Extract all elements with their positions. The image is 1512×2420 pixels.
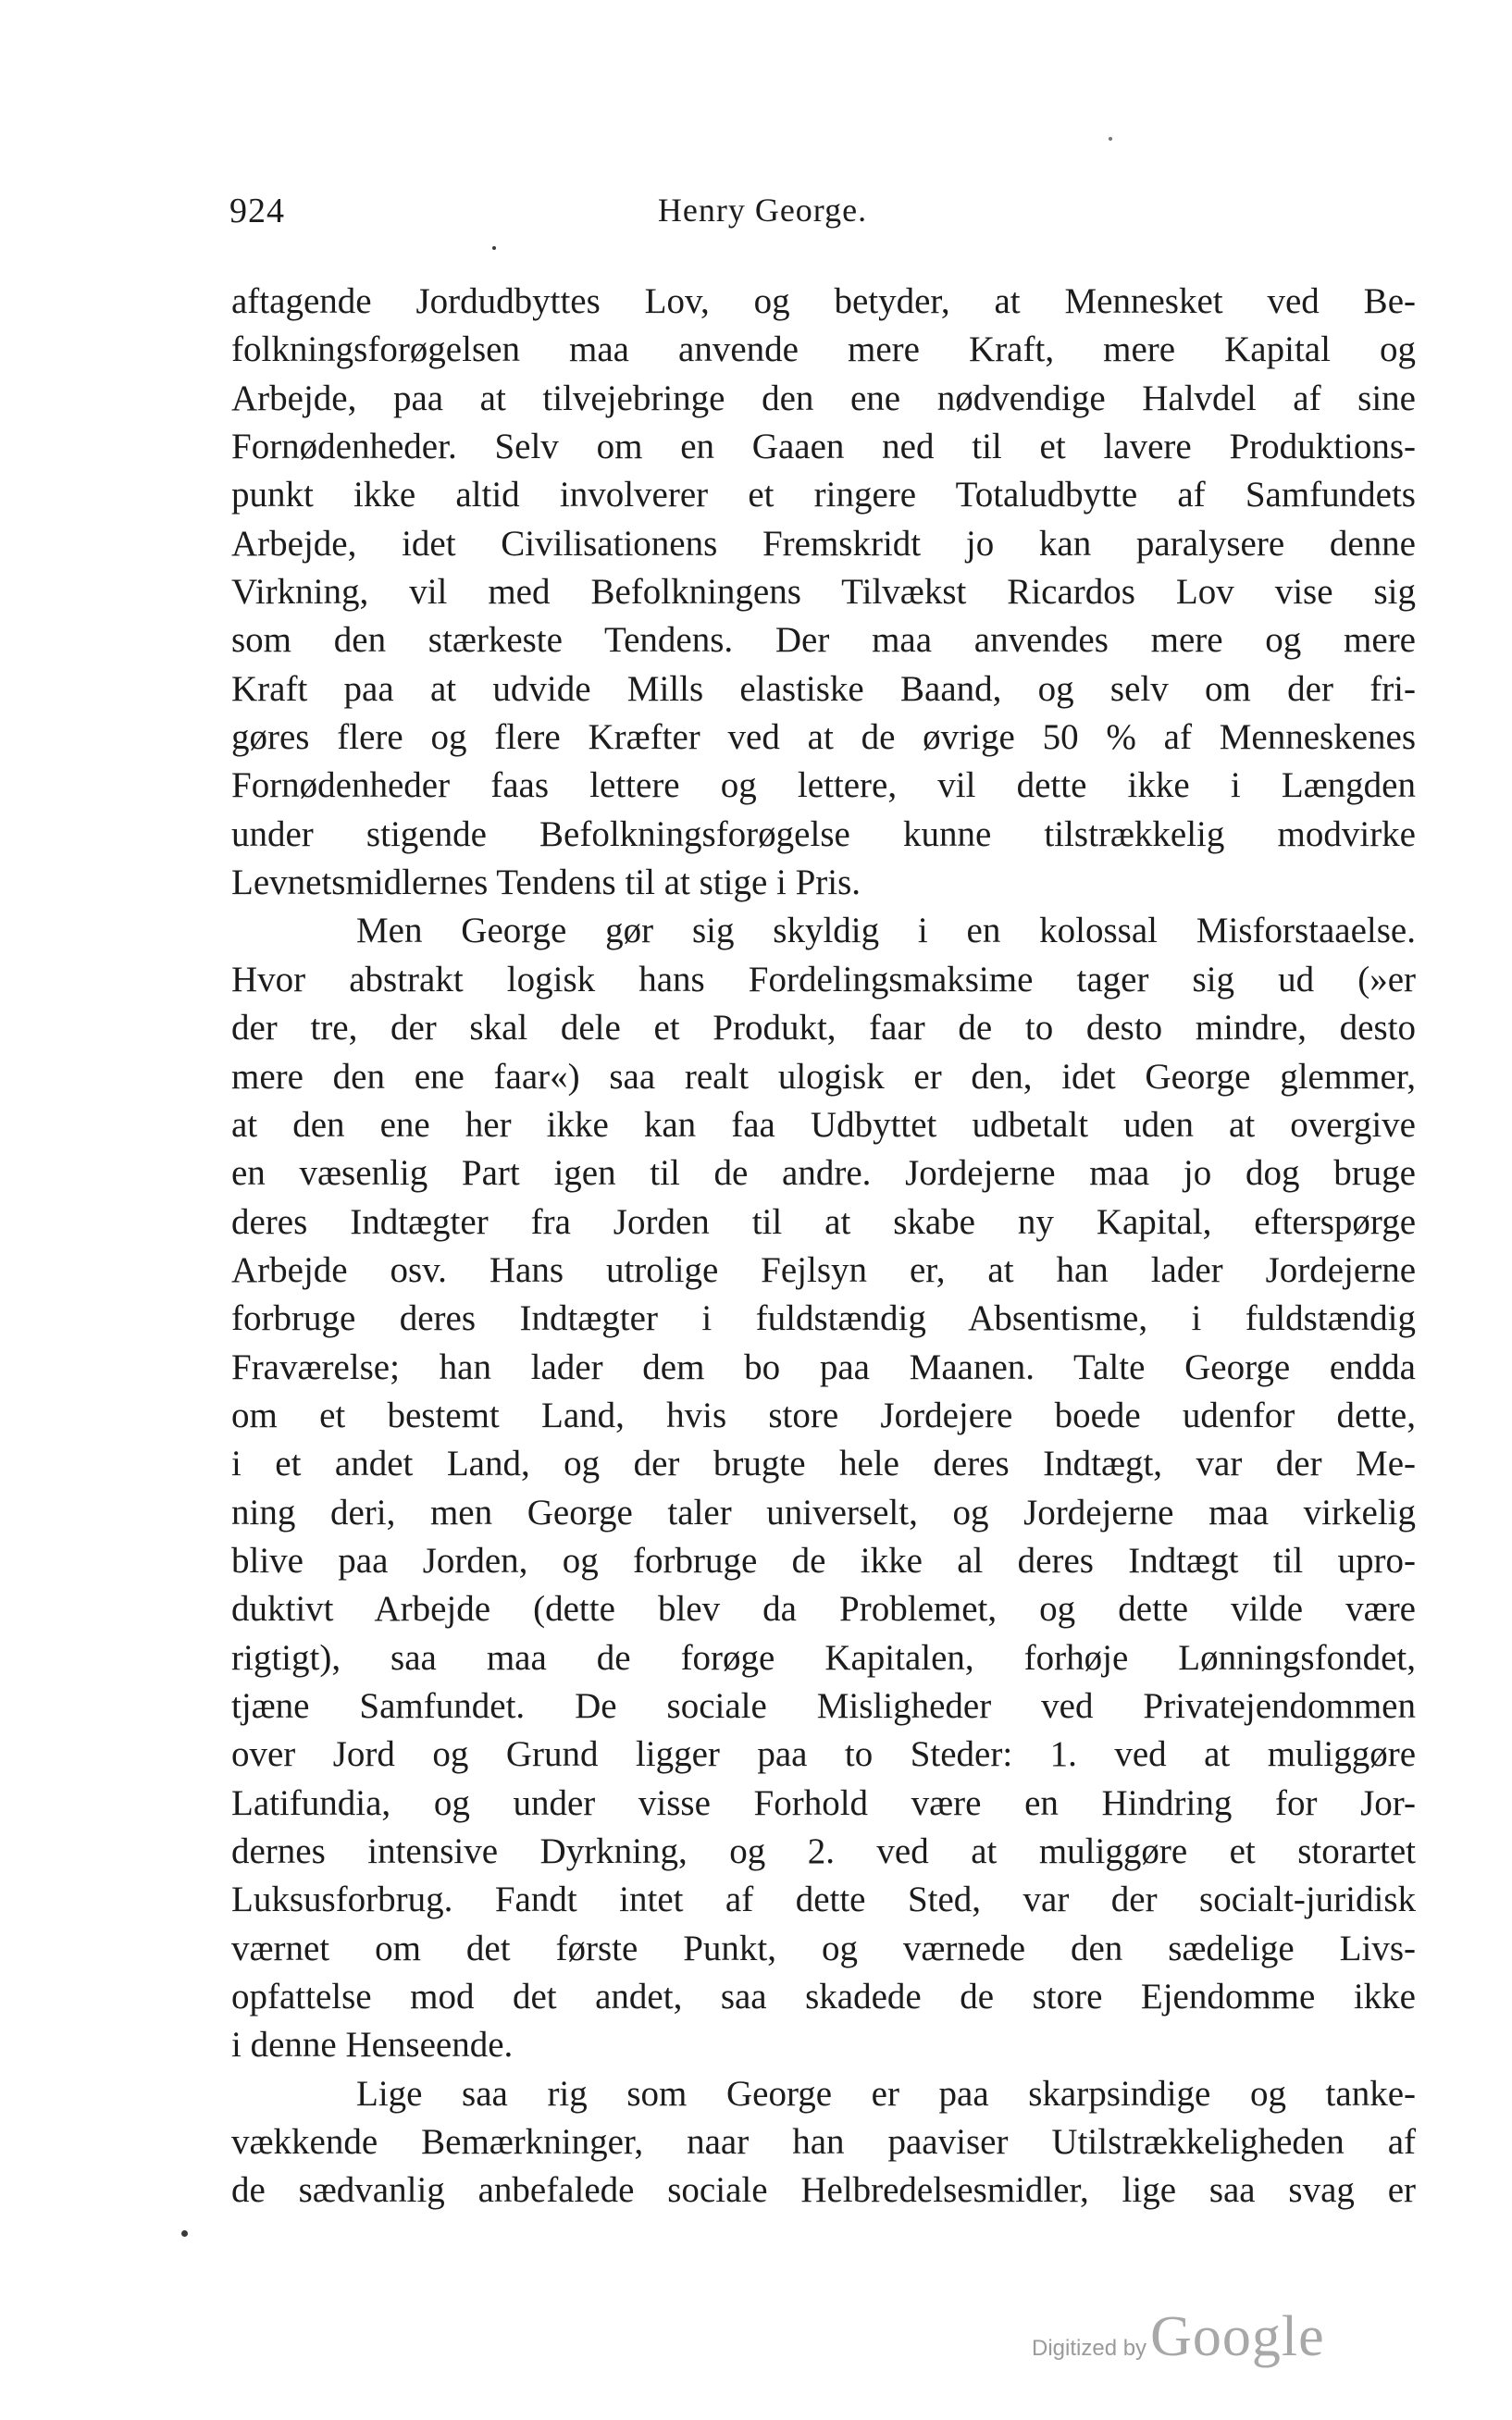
text-line: rigtigt), saa maa de forøge Kapitalen, forhøje Lønningsfondet, xyxy=(231,1637,1416,1678)
text-line: opfattelse mod det andet, saa skadede de store Ejendomme ikke xyxy=(231,1977,1416,2017)
text-line: folkningsforøgelsen maa anvende mere Kraft, mere Kapital og xyxy=(231,329,1416,370)
body-text xyxy=(231,278,1416,2215)
text-line: Lige saa rig som George er paa skarpsindige og tanke- xyxy=(356,2073,1416,2114)
text-line: under stigende Befolkningsforøgelse kunne tilstrækkelig modvirke xyxy=(231,813,1416,854)
text-line: Arbejde, paa at tilvejebringe den ene nødvendige Halvdel af sine xyxy=(231,378,1416,418)
running-title: Henry George. xyxy=(657,192,868,229)
text-line: forbruge deres Indtægter i fuldstændig Absentisme, i fuldstændig xyxy=(231,1298,1416,1339)
text-line: i denne Henseende. xyxy=(231,2025,514,2066)
text-line: en væsenlig Part igen til de andre. Jordejerne maa jo dog bruge xyxy=(231,1153,1416,1194)
text-line: Fraværelse; han lader dem bo paa Maanen. Talte George endda xyxy=(231,1347,1416,1387)
text-line: mere den ene faar«) saa realt ulogisk er den, idet George glemmer, xyxy=(231,1056,1416,1097)
running-head xyxy=(229,191,1416,237)
text-line: at den ene her ikke kan faa Udbyttet udbetalt uden at overgive xyxy=(231,1104,1416,1145)
text-line: Kraft paa at udvide Mills elastiske Baand, og selv om der fri- xyxy=(231,668,1416,709)
text-line: om et bestemt Land, hvis store Jordejere boede udenfor dette, xyxy=(231,1395,1416,1435)
text-line: de sædvanlig anbefalede sociale Helbredelsesmidler, lige saa svag er xyxy=(231,2170,1416,2211)
text-line: i et andet Land, og der brugte hele deres Indtægt, var der Me- xyxy=(231,1444,1416,1484)
paragraph xyxy=(231,278,1416,907)
text-line: Fornødenheder faas lettere og lettere, vil dette ikke i Længden xyxy=(231,765,1416,806)
paragraph xyxy=(231,907,1416,2069)
text-line: Hvor abstrakt logisk hans Fordelingsmaksime tager sig ud (»er xyxy=(231,959,1416,999)
text-line: over Jord og Grund ligger paa to Steder: 1. ved at muliggøre xyxy=(231,1734,1416,1775)
text-line: punkt ikke altid involverer et ringere Totaludbytte af Samfundets xyxy=(231,475,1416,515)
watermark-brand: Google xyxy=(1150,2305,1325,2368)
text-line: aftagende Jordudbyttes Lov, og betyder, at Mennesket ved Be- xyxy=(231,281,1416,321)
text-line: gøres flere og flere Kræfter ved at de øvrige 50 % af Menneskenes xyxy=(231,717,1416,758)
text-line: værnet om det første Punkt, og værnede den sædelige Livs- xyxy=(231,1928,1416,1968)
page-number: 924 xyxy=(229,192,285,230)
text-line: Fornødenheder. Selv om en Gaaen ned til et lavere Produktions- xyxy=(231,427,1416,467)
text-line: Levnetsmidlernes Tendens til at stige i Pris. xyxy=(231,863,861,903)
print-speck xyxy=(1109,137,1112,141)
text-line: som den stærkeste Tendens. Der maa anvendes mere og mere xyxy=(231,620,1416,661)
text-line: ning deri, men George taler universelt, og Jordejerne maa virkelig xyxy=(231,1492,1416,1533)
paragraph xyxy=(231,2070,1416,2215)
text-line: Men George gør sig skyldig i en kolossal Misforstaaelse. xyxy=(356,911,1416,951)
print-speck xyxy=(492,246,496,250)
text-line: Arbejde osv. Hans utrolige Fejlsyn er, at han lader Jordejerne xyxy=(231,1249,1416,1290)
print-speck xyxy=(181,2230,188,2237)
text-line: Luksusforbrug. Fandt intet af dette Sted, var der socialt-juridisk xyxy=(231,1880,1416,1920)
text-line: vækkende Bemærkninger, naar han paaviser Utilstrækkeligheden af xyxy=(231,2122,1416,2163)
text-line: blive paa Jorden, og forbruge de ikke al deres Indtægt til upro- xyxy=(231,1540,1416,1581)
text-line: tjæne Samfundet. De sociale Misligheder ved Privatejendommen xyxy=(231,1685,1416,1726)
text-line: duktivt Arbejde (dette blev da Problemet, og dette vilde være xyxy=(231,1589,1416,1630)
watermark-prefix: Digitized by xyxy=(1032,2336,1147,2361)
text-line: Latifundia, og under visse Forhold være en Hindring for Jor- xyxy=(231,1782,1416,1823)
text-line: Virkning, vil med Befolkningens Tilvækst Ricardos Lov vise sig xyxy=(231,572,1416,613)
text-line: der tre, der skal dele et Produkt, faar de to desto mindre, desto xyxy=(231,1008,1416,1049)
text-line: deres Indtægter fra Jorden til at skabe ny Kapital, efterspørge xyxy=(231,1201,1416,1242)
digitization-watermark xyxy=(1032,2304,1325,2369)
text-line: Arbejde, idet Civilisationens Fremskridt jo kan paralysere denne xyxy=(231,523,1416,564)
text-line: dernes intensive Dyrkning, og 2. ved at muliggøre et storartet xyxy=(231,1831,1416,1871)
